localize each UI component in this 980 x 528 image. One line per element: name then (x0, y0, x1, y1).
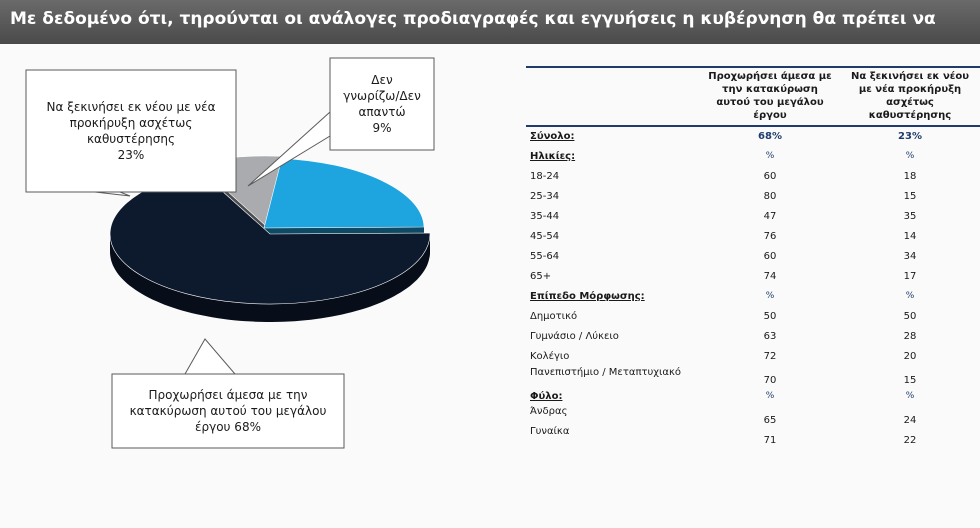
value-restart: 34 (903, 250, 917, 262)
table-row (526, 286, 980, 306)
value-proceed: 60 (763, 250, 777, 262)
value-restart: % (905, 391, 915, 401)
value-restart: % (905, 151, 915, 161)
callout-text-line: καθυστέρησης (86, 132, 176, 146)
table-row (526, 146, 980, 166)
table-row (526, 266, 980, 286)
value-restart: 50 (903, 310, 917, 322)
callout-text-line: Δεν (371, 73, 393, 87)
row-label: 55-64 (530, 250, 560, 262)
value-restart: 28 (903, 330, 917, 342)
row-label: Άνδρας (530, 406, 568, 417)
value-restart: 14 (903, 230, 917, 242)
value-restart: 18 (903, 170, 917, 182)
row-label: Ηλικίες: (530, 150, 576, 162)
value-proceed: 71 (763, 435, 777, 446)
column-header-restart: Να ξεκινήσει εκ νέου με νέα προκήρυξη ασχέτως καθυστέρησης (840, 67, 980, 126)
results-table (526, 66, 980, 446)
row-label: 35-44 (530, 210, 560, 222)
value-proceed: 63 (763, 330, 777, 342)
table-row (526, 386, 980, 406)
page-title: Με δεδομένο ότι, τηρούνται οι ανάλογες προδιαγραφές και εγγυήσεις η κυβέρνηση θα πρέπει να (0, 0, 980, 44)
table-row (526, 326, 980, 346)
value-proceed: 76 (763, 230, 777, 242)
row-label: Γυμνάσιο / Λύκειο (530, 330, 619, 342)
callout-text-line: απαντώ (358, 105, 406, 119)
row-label: Σύνολο: (530, 131, 575, 142)
value-proceed: 68% (758, 131, 782, 142)
table-body (526, 126, 980, 446)
pie-slice-restart (264, 158, 424, 246)
table-row (526, 226, 980, 246)
table-row (526, 166, 980, 186)
row-label: Φύλο: (530, 390, 563, 402)
value-restart: % (905, 291, 915, 301)
row-label: 65+ (530, 270, 552, 282)
table-row (526, 406, 980, 426)
callout-text-line: έργου 68% (195, 420, 261, 434)
value-proceed: 60 (763, 170, 777, 182)
callout-proceed (112, 339, 344, 448)
value-proceed: 47 (763, 210, 777, 222)
row-label: Επίπεδο Μόρφωσης: (530, 290, 645, 302)
value-restart: 24 (903, 415, 917, 426)
row-label: Δημοτικό (530, 310, 578, 322)
row-label: Πανεπιστήμιο / Μεταπτυχιακό (530, 367, 682, 378)
table-row (526, 186, 980, 206)
row-label: Γυναίκα (530, 426, 570, 437)
callout-text-line: Να ξεκινήσει εκ νέου με νέα (46, 100, 216, 114)
value-restart: 35 (903, 210, 917, 222)
value-restart: 17 (903, 270, 917, 282)
table-row (526, 306, 980, 326)
row-label: Κολέγιο (530, 350, 570, 362)
value-proceed: 74 (763, 270, 777, 282)
callout-text-line: προκήρυξη ασχέτως (69, 116, 193, 130)
row-label: 25-34 (530, 190, 560, 202)
table-row (526, 126, 980, 146)
table-row (526, 206, 980, 226)
callout-text-line: Προχωρήσει άμεσα με την (148, 388, 308, 402)
value-proceed: 70 (763, 375, 777, 386)
value-proceed: 80 (763, 190, 777, 202)
row-label: 18-24 (530, 170, 560, 182)
value-proceed: % (765, 151, 775, 161)
value-proceed: % (765, 391, 775, 401)
value-restart: 22 (903, 435, 917, 446)
row-label: 45-54 (530, 230, 560, 242)
value-proceed: 65 (763, 415, 777, 426)
table-row (526, 246, 980, 266)
callout-text-line: γνωρίζω/Δεν (343, 89, 421, 103)
table-row (526, 366, 980, 386)
table-row (526, 346, 980, 366)
table-row (526, 426, 980, 446)
value-restart: 15 (903, 190, 917, 202)
value-restart: 20 (903, 350, 917, 362)
table-header-row (526, 67, 980, 126)
table-header-blank (526, 67, 700, 126)
value-proceed: 72 (763, 350, 777, 362)
value-restart: 15 (903, 375, 917, 386)
value-proceed: 50 (763, 310, 777, 322)
pie-chart (0, 44, 520, 528)
value-proceed: % (765, 291, 775, 301)
column-header-proceed: Προχωρήσει άμεσα με την κατακύρωση αυτού του μεγάλου έργου (700, 67, 840, 126)
callout-text-line: κατακύρωση αυτού του μεγάλου (129, 404, 327, 418)
callout-restart (26, 70, 236, 196)
value-restart: 23% (898, 131, 922, 142)
callout-text-line: 9% (372, 121, 392, 135)
callout-text-line: 23% (117, 148, 145, 162)
